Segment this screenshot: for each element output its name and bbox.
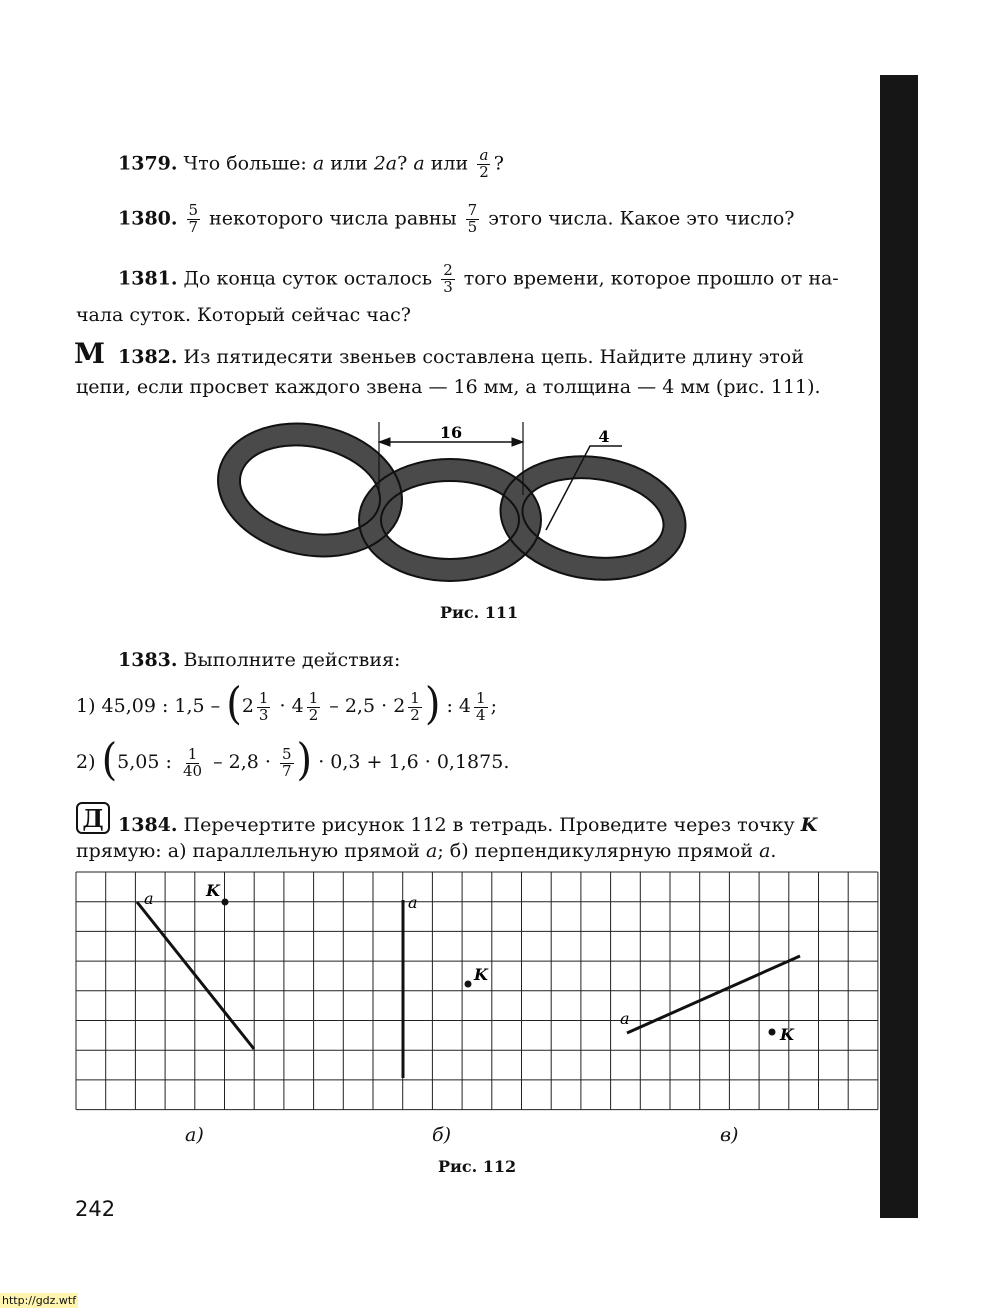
problem-1379: 1379. Что больше: a или 2a? a или $\frac{a}{2}$ ? <box>118 146 504 181</box>
fraction: $\frac{7}{5}$ <box>467 201 478 236</box>
figure-112-label-a: а) <box>185 1124 204 1146</box>
problem-1384-line2: прямую: а) параллельную прямой a; б) перпендикулярную прямой a. <box>76 840 777 862</box>
dimension-label-16: 16 <box>439 423 463 442</box>
label-a-panel-b: a <box>408 893 418 912</box>
dimension-label-4: 4 <box>598 427 610 446</box>
figure-112-label-c: в) <box>720 1124 739 1146</box>
expression-1: 1) 45,09 : 1,5 – (2 $\frac{1}{3}$ · 4 $\frac{1}{2}$ – 2,5 · 2 $\frac{1}{2}$ ) : 4 $\frac{1}{4}$ ; <box>76 678 497 730</box>
site-watermark: http://gdz.wtf <box>2 1294 77 1307</box>
fraction: $\frac{2}{3}$ <box>443 261 453 296</box>
expression-2: 2) (5,05 : $\frac{1}{40}$ – 2,8 · $\frac{5}{7}$ ) · 0,3 + 1,6 · 0,1875. <box>76 734 510 786</box>
fraction: $\frac{a}{2}$ <box>479 146 489 181</box>
problem-1384: 1384. Перечертите рисунок 112 в тетрадь. Проведите через точку K <box>118 814 818 836</box>
label-k-panel-a: K <box>206 881 220 900</box>
label-k-panel-c: K <box>780 1025 794 1044</box>
problem-1381-line2: чала суток. Который сейчас час? <box>76 304 411 326</box>
problem-1380: 1380. $\frac{5}{7}$ некоторого числа равны $\frac{7}{5}$ этого числа. Какое это число? <box>118 201 795 236</box>
homework-icon: Д <box>76 802 110 834</box>
line-a-panel-a <box>137 902 254 1049</box>
figure-112-label-b: б) <box>432 1124 452 1146</box>
problem-1382: 1382. Из пятидесяти звеньев составлена цепь. Найдите длину этой <box>118 346 804 368</box>
problem-1381: 1381. До конца суток осталось $\frac{2}{3}$ того времени, которое прошло от на- <box>118 261 839 296</box>
point-k-panel-c <box>769 1029 776 1036</box>
figure-112-caption: Рис. 112 <box>438 1157 517 1176</box>
research-icon: М <box>74 337 103 370</box>
problem-1383: 1383. Выполните действия: <box>118 649 401 671</box>
line-a-panel-c <box>627 956 800 1033</box>
label-k-panel-b: K <box>474 965 488 984</box>
page-number: 242 <box>75 1197 116 1221</box>
fraction: $\frac{5}{7}$ <box>188 201 199 236</box>
problem-1382-line2: цепи, если просвет каждого звена — 16 мм, а толщина — 4 мм (рис. 111). <box>76 376 821 398</box>
label-a-panel-c: a <box>620 1009 630 1028</box>
point-k-panel-a <box>222 899 229 906</box>
label-a-panel-a: a <box>144 889 154 908</box>
point-k-panel-b <box>465 981 472 988</box>
figure-111-caption: Рис. 111 <box>440 603 519 622</box>
